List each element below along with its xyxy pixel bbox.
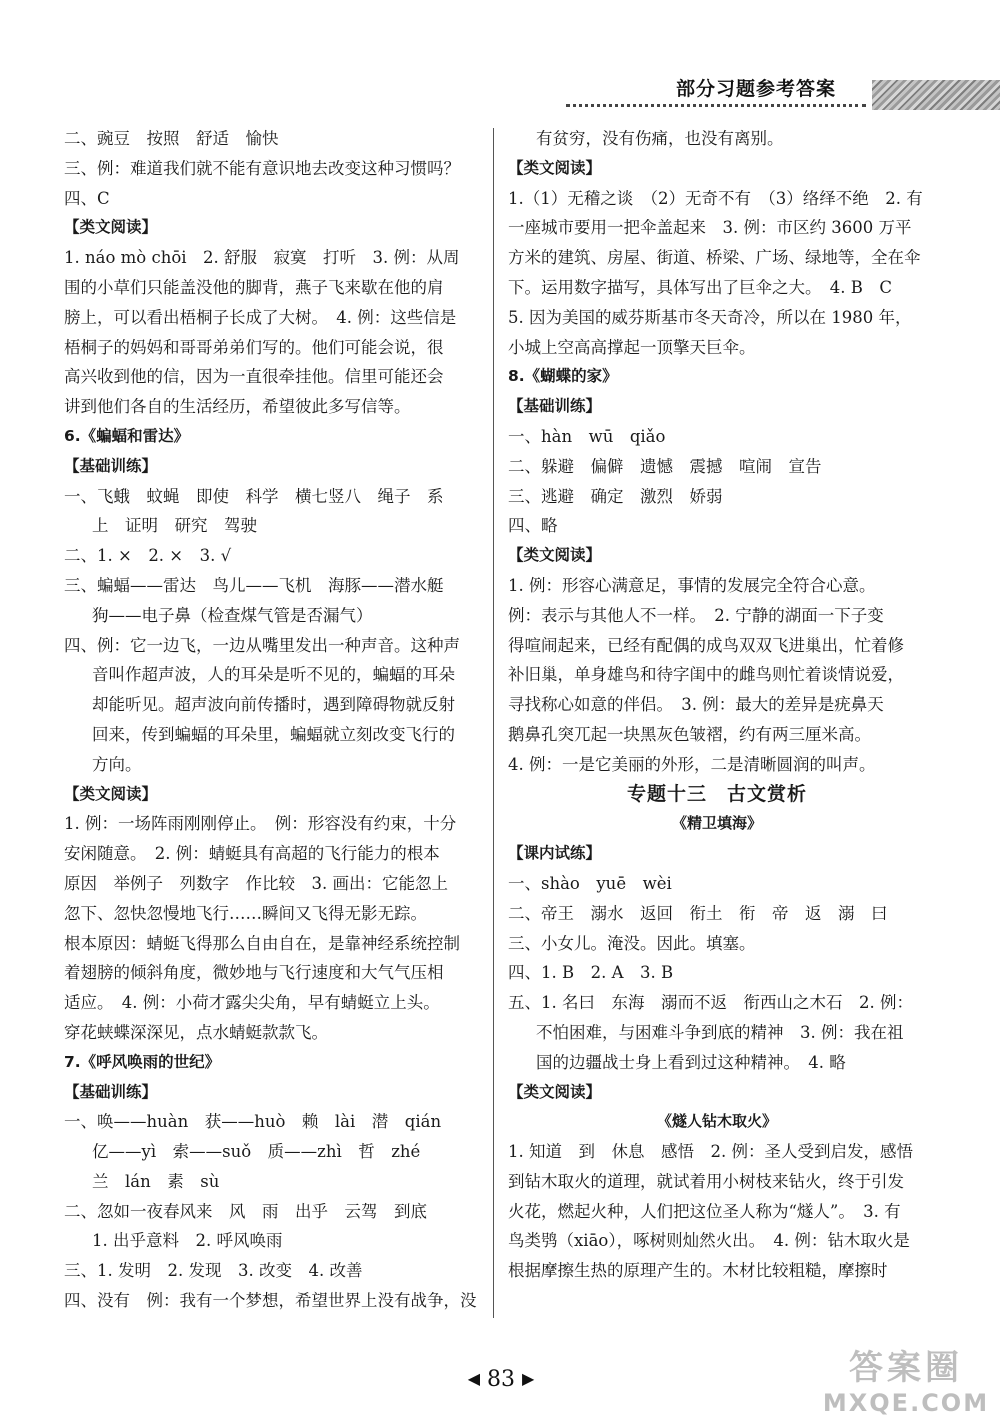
answer-line: 1. 知道 到 休息 感悟 2. 例：圣人受到启发，感悟 <box>508 1142 913 1162</box>
answer-line: 四、例：它一边飞，一边从嘴里发出一种声音。这种声 <box>64 635 460 655</box>
answer-line: 例：表示与其他人不一样。 2. 宁静的湖面一下子变 <box>508 605 884 625</box>
answer-line: 不怕困难，与困难斗争到底的精神 3. 例：我在祖 <box>536 1022 904 1042</box>
prev-page-arrow-icon: ◀ <box>467 1369 480 1388</box>
answer-line: 三、1. 发明 2. 发现 3. 改变 4. 改善 <box>64 1261 363 1281</box>
section-heading: 【类文阅读】 <box>508 1082 602 1101</box>
answer-line: 四、略 <box>508 516 558 536</box>
answer-line: 膀上，可以看出梧桐子长成了大树。 4. 例：这些信是 <box>64 307 457 327</box>
right-column <box>508 124 926 1286</box>
answer-line: 根本原因：蜻蜓飞得那么自由自在，是靠神经系统控制 <box>64 933 460 953</box>
answer-line: 二、忽如一夜春风来 风 雨 出乎 云驾 到底 <box>64 1201 427 1221</box>
header-texture-decoration <box>872 80 1000 110</box>
answer-line: 适应。 4. 例：小荷才露尖尖角，早有蜻蜓立上头。 <box>64 993 440 1013</box>
answer-line: 1. náo mò chōi 2. 舒服 寂寞 打听 3. 例：从周 <box>64 248 460 268</box>
answer-line: 梧桐子的妈妈和哥哥弟弟们写的。他们可能会说，很 <box>64 337 444 357</box>
answer-line: 补旧巢，单身雄鸟和待字闺中的雌鸟则忙着谈情说爱， <box>508 665 904 685</box>
answer-line: 小城上空高高撑起一顶擎天巨伞。 <box>508 337 756 357</box>
page-number: 83 <box>487 1367 515 1392</box>
section-heading: 【课内试练】 <box>508 844 602 863</box>
section-heading: 7.《呼风唤雨的世纪》 <box>64 1052 221 1071</box>
answer-line: 回来，传到蝙蝠的耳朵里，蝙蝠就立刻改变飞行的 <box>92 724 455 744</box>
answer-line: 高兴收到他的信，因为一直很牵挂他。信里可能还会 <box>64 367 444 387</box>
answer-line: 一、飞蛾 蚊蝇 即使 科学 横七竖八 绳子 系 <box>64 486 444 506</box>
answer-line: 三、例：难道我们就不能有意识地去改变这种习惯吗？ <box>64 158 460 178</box>
answer-line: 上 证明 研究 驾驶 <box>92 516 257 536</box>
answer-line: 方向。 <box>92 754 142 774</box>
answer-line: 五、1. 名曰 东海 溺而不返 衔西山之木石 2. 例： <box>508 993 913 1013</box>
answer-line: 二、躲避 偏僻 遗憾 震撼 喧闹 宣告 <box>508 456 822 476</box>
answer-line: 国的边疆战士身上看到过这种精神。 4. 略 <box>536 1052 846 1072</box>
answer-line: 穿花蛱蝶深深见，点水蜻蜓款款飞。 <box>64 1022 328 1042</box>
topic-title: 专题十三 古文赏析 <box>626 782 807 805</box>
section-heading: 8.《蝴蝶的家》 <box>508 367 618 386</box>
section-heading: 【基础训练】 <box>64 456 158 475</box>
next-page-arrow-icon: ▶ <box>522 1369 535 1388</box>
answer-line: 亿——yì 索——suǒ 质——zhì 哲 zhé <box>92 1142 421 1162</box>
section-heading: 【类文阅读】 <box>508 158 602 177</box>
section-heading: 6.《蝙蝠和雷达》 <box>64 426 190 445</box>
answer-line: 四、1. B 2. A 3. B <box>508 963 674 983</box>
answer-line: 围的小草们只能盖没他的脚背，燕子飞来歇在他的肩 <box>64 277 444 297</box>
answer-line: 一、shào yuē wèi <box>508 873 672 893</box>
answer-line: 音叫作超声波，人的耳朵是听不见的，蝙蝠的耳朵 <box>92 665 455 685</box>
answer-line: 三、逃避 确定 激烈 娇弱 <box>508 486 723 506</box>
answer-line: 5. 因为美国的威芬斯基市冬天奇冷，所以在 1980 年， <box>508 307 912 327</box>
answer-line: 1.（1）无稽之谈 （2）无奇不有 （3）络绎不绝 2. 有 <box>508 188 923 208</box>
answer-line: 到钻木取火的道理，就试着用小树枝来钻火，终于引发 <box>508 1171 904 1191</box>
answer-line: 狗——电子鼻（检查煤气管是否漏气） <box>92 605 373 625</box>
answer-line: 1. 例：一场阵雨刚刚停止。 例：形容没有约束，十分 <box>64 814 457 834</box>
answer-line: 却能听见。超声波向前传播时，遇到障碍物就反射 <box>92 695 455 715</box>
answer-line: 1. 出乎意料 2. 呼风唤雨 <box>92 1231 283 1251</box>
answer-line: 着翅膀的倾斜角度，微妙地与飞行速度和大气气压相 <box>64 963 444 983</box>
article-title: 《燧人钻木取火》 <box>656 1112 777 1131</box>
header-title: 部分习题参考答案 <box>676 78 837 100</box>
header-dotted-rule <box>566 104 866 107</box>
answer-line: 四、C <box>64 188 110 208</box>
answer-line: 安闲随意。 2. 例：蜻蜓具有高超的飞行能力的根本 <box>64 844 440 864</box>
answer-line: 讲到他们各自的生活经历，希望彼此多写信等。 <box>64 397 411 417</box>
answer-line: 一、唤——huàn 获——huò 赖 lài 潜 qián <box>64 1112 442 1132</box>
answer-line: 原因 举例子 列数字 作比较 3. 画出：它能忽上 <box>64 873 448 893</box>
section-heading: 【类文阅读】 <box>508 546 602 565</box>
answer-line: 方米的建筑、房屋、街道、桥梁、广场、绿地等，全在伞 <box>508 248 921 268</box>
answer-line: 4. 例：一是它美丽的外形，二是清晰圆润的叫声。 <box>508 754 876 774</box>
answer-line: 二、帝王 溺水 返回 衔土 衔 帝 返 溺 曰 <box>508 903 888 923</box>
answer-line: 得喧闹起来，已经有配偶的成鸟双双飞进巢出，忙着修 <box>508 635 904 655</box>
answer-line: 三、小女儿。淹没。因此。填塞。 <box>508 933 756 953</box>
answer-line: 一、hàn wū qiǎo <box>508 426 666 446</box>
section-heading: 【类文阅读】 <box>64 218 158 237</box>
watermark-line-2: MXQE.COM <box>822 1389 990 1417</box>
answer-line: 1. 例：形容心满意足，事情的发展完全符合心意。 <box>508 575 876 595</box>
answer-line: 鹅鼻孔突兀起一块黑灰色皱褶，约有两三厘米高。 <box>508 724 871 744</box>
answer-line: 三、蝙蝠——雷达 鸟儿——飞机 海豚——潜水艇 <box>64 575 444 595</box>
section-heading: 【基础训练】 <box>64 1082 158 1101</box>
answer-line: 一座城市要用一把伞盖起来 3. 例：市区约 3600 万平 <box>508 218 912 238</box>
watermark-line-1: 答案圈 <box>849 1348 963 1388</box>
answer-line: 鸟类鸮（xiāo），啄树则灿然火出。 4. 例：钻木取火是 <box>508 1231 910 1251</box>
watermark-logo <box>818 1348 994 1424</box>
answer-line: 四、没有 例：我有一个梦想，希望世界上没有战争，没 <box>64 1291 477 1311</box>
page-footer <box>456 1367 546 1392</box>
answer-line: 兰 lán 素 sù <box>92 1171 220 1191</box>
answer-line: 忽下、忽快忽慢地飞行……瞬间又飞得无影无踪。 <box>64 903 427 923</box>
left-column <box>64 124 482 1316</box>
answer-line: 寻找称心如意的伴侣。 3. 例：最大的差异是疣鼻天 <box>508 695 884 715</box>
article-title: 《精卫填海》 <box>671 814 762 833</box>
section-heading: 【基础训练】 <box>508 397 602 416</box>
answer-line: 二、豌豆 按照 舒适 愉快 <box>64 129 279 148</box>
column-divider <box>493 128 494 1318</box>
answer-line: 火花，燃起火种，人们把这位圣人称为“燧人”。 3. 有 <box>508 1201 901 1221</box>
answer-line: 下。运用数字描写，具体写出了巨伞之大。 4. B C <box>508 277 892 297</box>
section-heading: 【类文阅读】 <box>64 784 158 803</box>
answer-line: 二、1. × 2. × 3. √ <box>64 546 232 566</box>
answer-line: 有贫穷，没有伤痛，也没有离别。 <box>536 129 784 148</box>
answer-line: 根据摩擦生热的原理产生的。木材比较粗糙，摩擦时 <box>508 1261 888 1281</box>
